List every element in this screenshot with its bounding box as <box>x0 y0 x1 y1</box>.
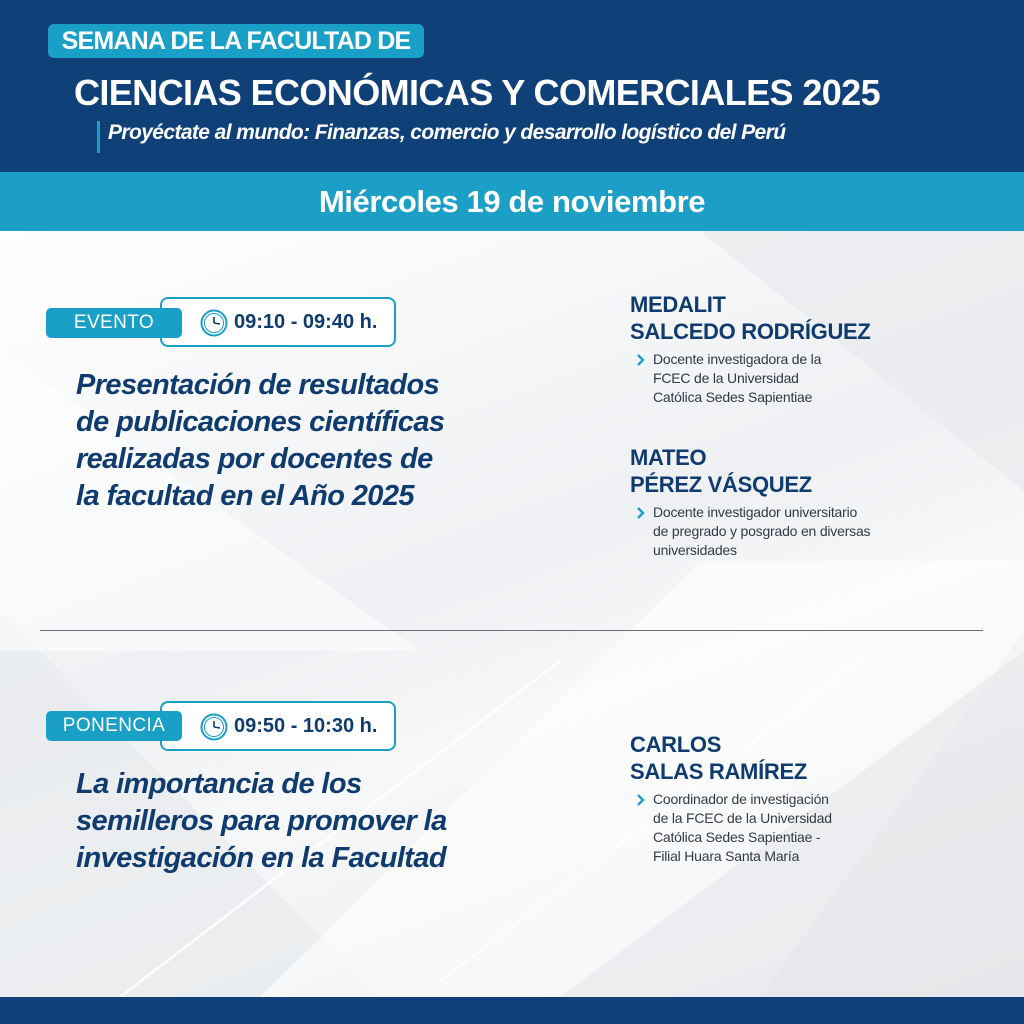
speaker-description-line: universidades <box>653 542 737 558</box>
chevron-right-icon <box>636 793 646 807</box>
session-title-line: La importancia de los <box>76 768 362 800</box>
speaker-description-line: Coordinador de investigación <box>653 791 829 807</box>
event-title: CIENCIAS ECONÓMICAS Y COMERCIALES 2025 <box>73 72 881 113</box>
header-tag: SEMANA DE LA FACULTAD DE <box>48 24 424 58</box>
session-title <box>76 367 476 515</box>
speaker-name-line: SALAS RAMÍREZ <box>630 759 807 784</box>
speaker-name-line: PÉREZ VÁSQUEZ <box>630 472 812 497</box>
header-banner <box>0 0 1024 172</box>
speaker-description-line: de pregrado y posgrado en diversas <box>653 523 871 539</box>
session-type-tag: EVENTO <box>46 308 182 338</box>
speaker-name-line: CARLOS <box>630 732 722 757</box>
time-range: 09:10 - 09:40 h. <box>234 311 378 333</box>
speaker-description-line: Católica Sedes Sapientiae - <box>653 829 821 845</box>
event-subtitle: Proyéctate al mundo: Finanzas, comercio y desarrollo logístico del Perú <box>108 121 786 144</box>
speaker-description <box>653 350 913 407</box>
background-decoration <box>0 231 1024 997</box>
session-title-line: la facultad en el Año 2025 <box>76 480 414 512</box>
chevron-right-icon <box>636 506 646 520</box>
speaker-description-line: de la FCEC de la Universidad <box>653 810 832 826</box>
speaker-name-line: SALCEDO RODRÍGUEZ <box>630 319 871 344</box>
speaker-description <box>653 503 913 560</box>
section-divider <box>40 630 983 631</box>
speaker-description <box>653 790 913 866</box>
speaker-name-line: MATEO <box>630 445 707 470</box>
speaker-description-line: Filial Huara Santa María <box>653 848 800 864</box>
chevron-right-icon <box>636 353 646 367</box>
session-title-line: de publicaciones científicas <box>76 406 445 438</box>
clock-icon <box>200 713 228 741</box>
background-shapes <box>0 231 1024 997</box>
time-badge <box>160 701 396 751</box>
session-type-tag: PONENCIA <box>46 711 182 741</box>
speaker-name <box>630 731 990 785</box>
speaker-name <box>630 444 990 498</box>
speaker-name-line: MEDALIT <box>630 292 726 317</box>
session-title-line: semilleros para promover la <box>76 805 447 837</box>
session-title <box>76 766 476 877</box>
session-title-line: investigación en la Facultad <box>76 842 446 874</box>
speaker-description-line: Católica Sedes Sapientiae <box>653 389 813 405</box>
speaker-description-line: FCEC de la Universidad <box>653 370 799 386</box>
session-title-line: realizadas por docentes de <box>76 443 433 475</box>
date-banner: Miércoles 19 de noviembre <box>0 172 1024 231</box>
footer-bar <box>0 997 1024 1024</box>
time-range: 09:50 - 10:30 h. <box>234 715 378 737</box>
speaker-name <box>630 291 990 345</box>
subtitle-accent-bar <box>97 121 100 153</box>
speaker-description-line: Docente investigador universitario <box>653 504 858 520</box>
speaker-description-line: Docente investigadora de la <box>653 351 822 367</box>
time-badge <box>160 297 396 347</box>
session-title-line: Presentación de resultados <box>76 369 440 401</box>
clock-icon <box>200 309 228 337</box>
